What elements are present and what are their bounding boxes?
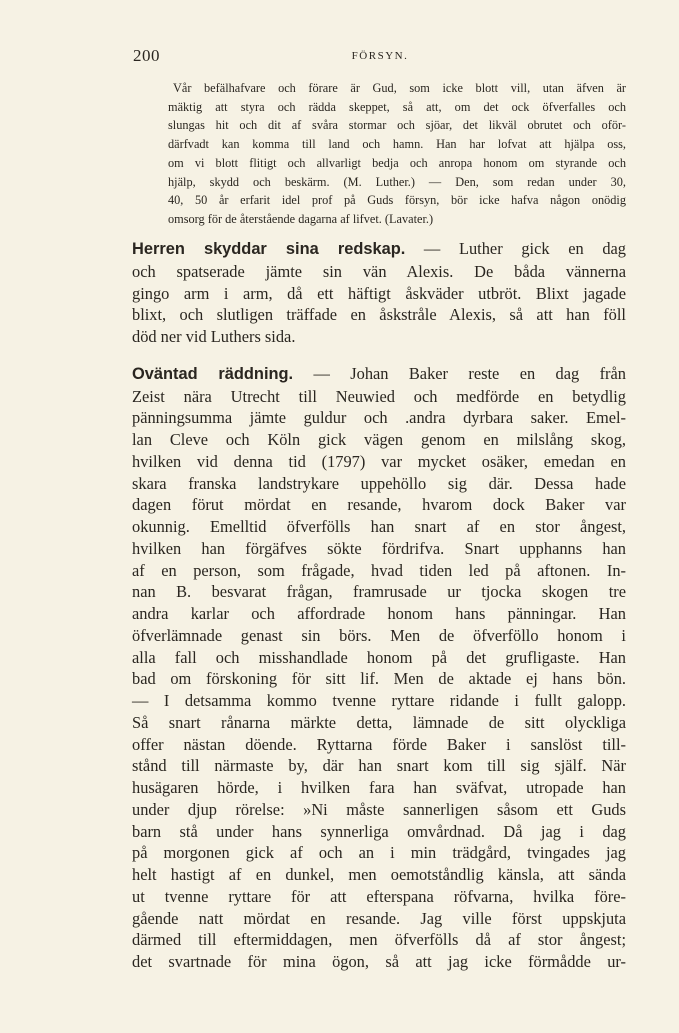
page-number: 200 <box>133 46 160 65</box>
story-line: gående natt mördat en resande. Jag ville först uppskjuta <box>132 908 626 928</box>
main-text <box>132 238 626 973</box>
story-line: barn stå under hans synnerliga omvårdnad. Då jag i dag <box>132 821 626 841</box>
story-first-line <box>132 238 626 261</box>
story-ovantad-raddning <box>132 363 626 973</box>
story-line: alla fall och misshandlade honom på det grufligaste. Han <box>132 647 626 667</box>
story-line: död ner vid Luthers sida. <box>132 327 296 346</box>
story-line: därmed till eftermiddagen, men öfverfölls då af stor ångest; <box>132 930 626 950</box>
story-line: af en person, som frågade, hvad tiden led på aftonen. In- <box>132 560 626 580</box>
story-line: husägaren hörde, i hvilken fara han sväfvat, utropade han <box>132 778 626 797</box>
story-line: helt hastigt af en dunkel, men oemotståndlig känsla, att sända <box>132 865 626 884</box>
story-line: pänningsumma jämte guldur och .andra dyrbara saker. Emel- <box>132 408 626 428</box>
story-first-line-text: — Luther gick en dag <box>423 239 626 258</box>
story-line: lan Cleve och Köln gick vägen genom en milslång skog, <box>132 430 626 449</box>
small-paragraph-line: 40, 50 år erfarit idel prof på Guds försyn, bör icke hafva någon onödig <box>168 193 626 208</box>
small-paragraph-line: om vi blott flitigt och allvarligt bedja och anropa honom om styrande och <box>168 155 626 170</box>
running-head: FÖRSYN. <box>351 50 409 62</box>
small-paragraph <box>168 79 626 229</box>
story-first-line <box>132 363 626 386</box>
story-line: öfverlämnade genast sin börs. Men de öfverföllo honom i <box>132 625 626 645</box>
story-line: det svartnade för mina ögon, så att jag icke förmådde ur- <box>132 952 626 971</box>
page-header <box>133 46 627 70</box>
story-heading: Herren skyddar sina redskap. <box>132 240 406 258</box>
story-line: hvilken han förgäfves sökte fördrifva. Snart upphanns han <box>132 538 626 558</box>
story-line: bad om förskoning för sitt lif. Men de aktade ej hans bön. <box>132 669 626 689</box>
story-line: skara franska landstrykare uppehöllo sig där. Dessa hade <box>132 473 626 493</box>
story-line: dagen förut mördat en resande, hvarom dock Baker var <box>132 495 626 515</box>
story-herren-skyddar <box>132 238 626 348</box>
story-line: hvilken vid denna tid (1797) var mycket osäker, emedan en <box>132 451 626 471</box>
story-line: och spatserade jämte sin vän Alexis. De båda vännerna <box>132 261 626 281</box>
story-line: på morgonen gick af och an i min trädgård, tvingades jag <box>132 843 626 863</box>
story-line: stånd till närmaste by, där han snart kom till sig själf. När <box>132 756 626 776</box>
story-line: okunnig. Emelltid öfverfölls han snart af en stor ångest, <box>132 517 626 536</box>
story-line: offer nästan döende. Ryttarna förde Baker i sanslöst till- <box>132 734 626 754</box>
small-paragraph-line: slungas hit och dit af svåra stormar och sjöar, det likväl obrutet och oför- <box>168 118 626 133</box>
story-line: gingo arm i arm, då ett häftigt åskväder utbröt. Blixt jagade <box>132 283 626 303</box>
story-line: andra karlar och affordrade honom hans pänningar. Han <box>132 604 626 623</box>
story-line: ut tvenne ryttare för att efterspana röfvarna, hvilka före- <box>132 886 626 906</box>
story-line: under djup rörelse: »Ni måste sannerligen såsom ett Guds <box>132 799 626 819</box>
story-line: Så snart rånarna märkte detta, lämnade de sitt olyckliga <box>132 712 626 732</box>
story-first-line-text: — Johan Baker reste en dag från <box>313 363 626 383</box>
story-line: Zeist nära Utrecht till Neuwied och medförde en betydlig <box>132 386 626 406</box>
story-heading: Oväntad räddning. <box>132 364 294 383</box>
small-paragraph-line: mäktig att styra och rädda skeppet, så att, om det ock öfverfalles och <box>168 99 626 114</box>
small-paragraph-line: Vår befälhafvare och förare är Gud, som icke blott vill, utan äfven är <box>173 81 626 95</box>
small-paragraph-line: omsorg för de återstående dagarna af lifvet. (Lavater.) <box>168 211 434 226</box>
story-line: nan B. besvarat frågan, framrusade ur tjocka skogen tre <box>132 582 626 602</box>
story-line: — I detsamma kommo tvenne ryttare ridande i fullt galopp. <box>132 691 626 710</box>
small-paragraph-line: hjälp, skydd och beskärm. (M. Luther.) — Den, som redan under 30, <box>168 174 626 189</box>
small-paragraph-line: därfvadt kan komma till land och hamn. Han har lofvat att hjälpa oss, <box>168 137 626 152</box>
story-line: blixt, och slutligen träffade en åskstråle Alexis, så att han föll <box>132 305 626 325</box>
